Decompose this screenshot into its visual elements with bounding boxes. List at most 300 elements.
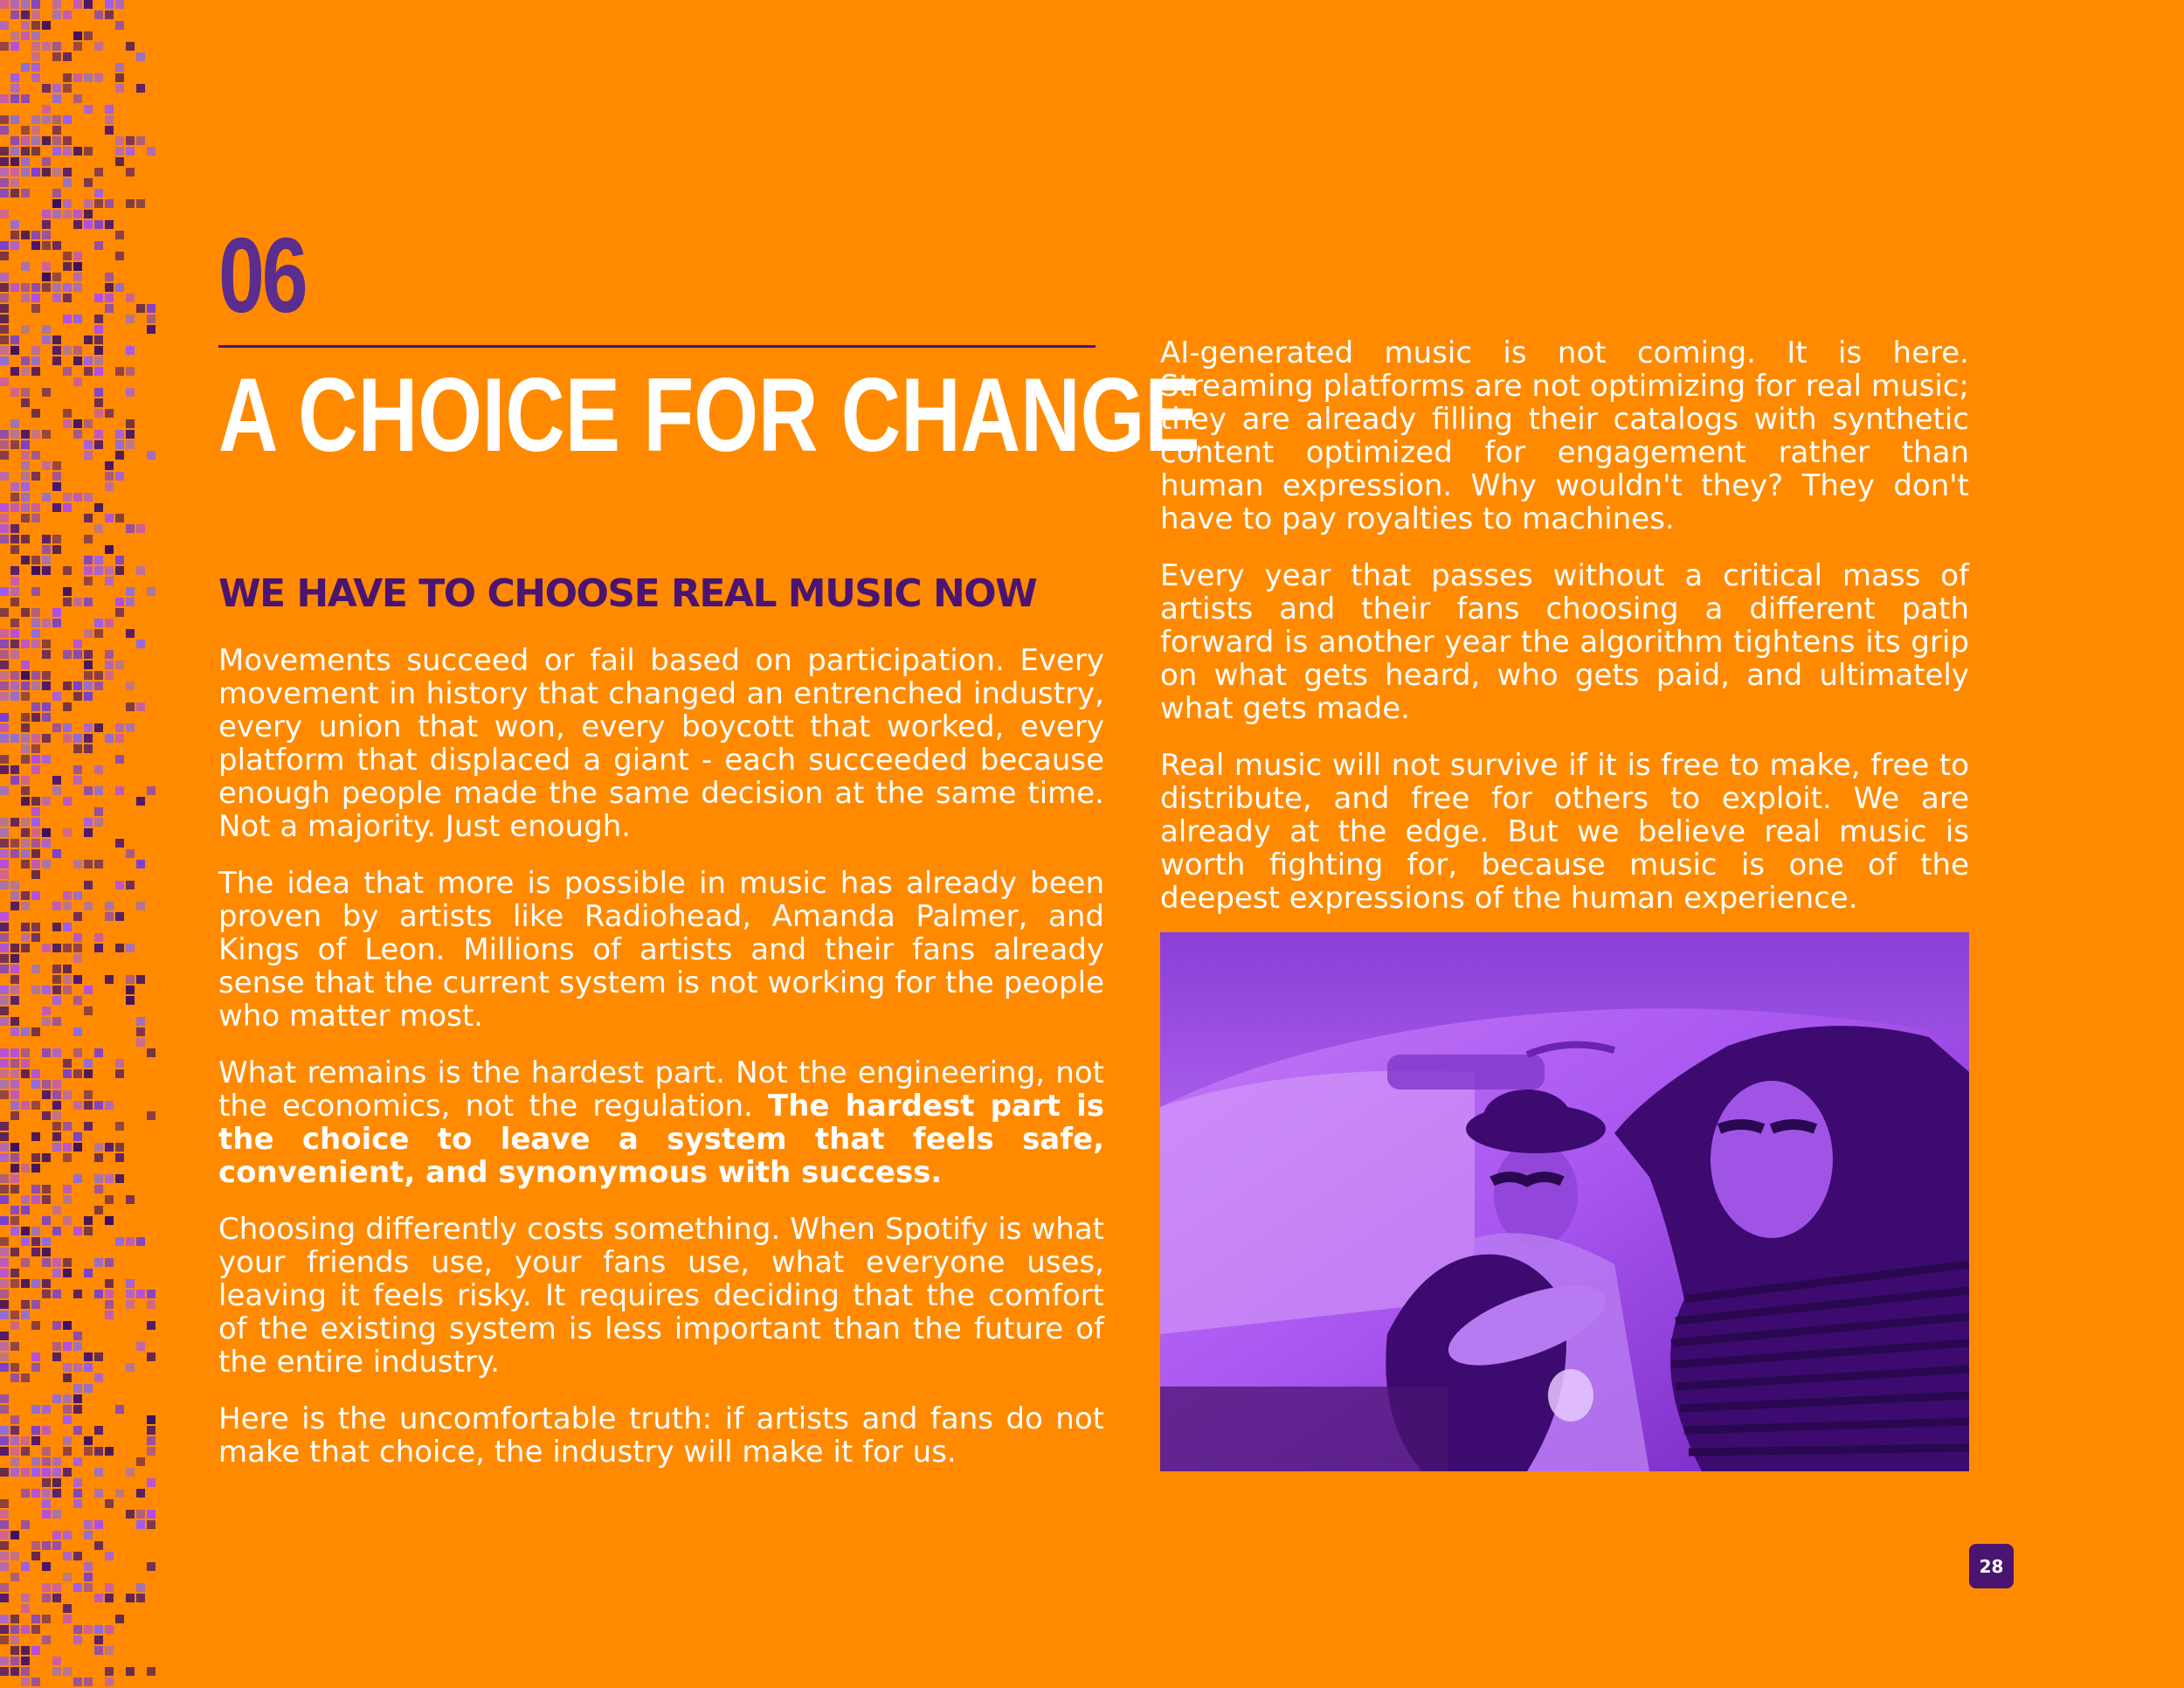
decorative-pixel (42, 21, 51, 30)
decorative-pixel (94, 1541, 103, 1550)
decorative-pixel (10, 1646, 19, 1655)
decorative-pixel (31, 923, 40, 931)
decorative-pixel (10, 1636, 19, 1644)
decorative-pixel (0, 210, 9, 218)
decorative-pixel (42, 1080, 51, 1089)
decorative-pixel (0, 996, 9, 1005)
decorative-pixel (10, 671, 19, 680)
decorative-pixel (21, 0, 30, 9)
decorative-pixel (147, 1667, 156, 1676)
decorative-pixel (42, 105, 51, 114)
decorative-pixel (136, 1489, 145, 1498)
decorative-pixel (126, 587, 135, 596)
decorative-pixel (63, 52, 72, 61)
decorative-pixel (147, 1300, 156, 1309)
decorative-pixel (31, 283, 40, 292)
decorative-pixel (42, 210, 51, 218)
decorative-pixel (73, 1027, 82, 1036)
decorative-pixel (63, 965, 72, 973)
decorative-pixel (10, 818, 19, 827)
decorative-pixel (31, 891, 40, 900)
decorative-pixel (115, 472, 124, 481)
decorative-pixel (52, 273, 61, 281)
bold-emphasis: The hardest part is the choice to leave a system that feels safe, convenient, and synonymous with success. (218, 1089, 1104, 1190)
decorative-pixel (63, 1195, 72, 1204)
decorative-pixel (73, 356, 82, 365)
decorative-pixel (21, 1258, 30, 1267)
decorative-pixel (31, 10, 40, 19)
decorative-pixel (73, 273, 82, 281)
decorative-pixel (21, 1059, 30, 1068)
decorative-pixel (42, 839, 51, 847)
decorative-pixel (105, 0, 114, 9)
decorative-pixel (31, 241, 40, 250)
decorative-pixel (94, 1426, 103, 1435)
decorative-pixel (10, 31, 19, 40)
decorative-pixel (10, 241, 19, 250)
decorative-pixel (63, 828, 72, 837)
decorative-pixel (31, 409, 40, 418)
decorative-pixel (21, 147, 30, 156)
decorative-pixel (0, 1332, 9, 1340)
decorative-pixel (94, 1185, 103, 1193)
decorative-pixel (21, 1237, 30, 1246)
decorative-pixel (10, 1552, 19, 1560)
decorative-pixel (10, 283, 19, 292)
decorative-pixel (31, 1300, 40, 1309)
decorative-pixel (115, 73, 124, 82)
decorative-pixel (126, 440, 135, 449)
decorative-pixel (63, 315, 72, 323)
decorative-pixel (52, 482, 61, 491)
decorative-pixel (115, 514, 124, 522)
decorative-pixel (31, 63, 40, 72)
decorative-pixel (105, 304, 114, 313)
decorative-pixel (10, 346, 19, 355)
decorative-pixel (52, 1206, 61, 1214)
decorative-pixel (126, 723, 135, 732)
decorative-pixel (0, 273, 9, 281)
decorative-pixel (73, 1227, 82, 1235)
decorative-pixel (21, 430, 30, 439)
decorative-pixel (136, 975, 145, 984)
decorative-pixel (126, 881, 135, 889)
decorative-pixel (31, 21, 40, 30)
decorative-pixel (31, 430, 40, 439)
decorative-pixel (42, 262, 51, 271)
decorative-pixel (52, 42, 61, 51)
decorative-pixel (52, 1321, 61, 1330)
decorative-pixel (31, 168, 40, 176)
decorative-pixel (105, 1625, 114, 1634)
decorative-pixel (31, 1153, 40, 1162)
decorative-pixel (73, 1405, 82, 1414)
decorative-pixel (115, 755, 124, 764)
decorative-pixel (21, 640, 30, 648)
decorative-pixel (0, 514, 9, 522)
decorative-pixel (63, 723, 72, 732)
decorative-pixel (115, 0, 124, 9)
decorative-pixel (0, 954, 9, 963)
decorative-pixel (0, 912, 9, 921)
decorative-pixel (0, 965, 9, 973)
decorative-pixel (21, 1311, 30, 1319)
decorative-pixel (115, 252, 124, 260)
decorative-pixel (52, 336, 61, 344)
decorative-pixel (73, 944, 82, 952)
decorative-pixel (94, 1625, 103, 1634)
decorative-pixel (94, 1594, 103, 1602)
decorative-pixel (126, 681, 135, 690)
decorative-pixel (0, 1552, 9, 1560)
decorative-pixel (73, 252, 82, 260)
decorative-pixel (52, 1352, 61, 1361)
decorative-pixel (0, 933, 9, 942)
decorative-pixel (0, 1048, 9, 1057)
decorative-pixel (94, 1143, 103, 1152)
decorative-pixel (0, 1352, 9, 1361)
decorative-pixel (0, 1174, 9, 1183)
decorative-pixel (94, 619, 103, 627)
decorative-pixel (0, 1636, 9, 1644)
decorative-pixel (31, 619, 40, 627)
decorative-pixel (84, 1069, 93, 1078)
decorative-pixel (63, 944, 72, 952)
decorative-pixel (0, 944, 9, 952)
decorative-pixel (10, 1143, 19, 1152)
decorative-pixel (105, 105, 114, 114)
decorative-pixel (84, 786, 93, 795)
decorative-pixel (0, 1363, 9, 1372)
decorative-pixel (126, 629, 135, 638)
decorative-pixel (84, 1269, 93, 1277)
decorative-pixel (63, 797, 72, 806)
decorative-pixel (126, 1237, 135, 1246)
decorative-pixel (84, 860, 93, 868)
decorative-pixel (52, 136, 61, 145)
decorative-pixel (84, 220, 93, 229)
decorative-pixel (115, 367, 124, 376)
decorative-pixel (94, 356, 103, 365)
decorative-pixel (73, 377, 82, 386)
decorative-pixel (0, 1216, 9, 1225)
decorative-pixel (115, 734, 124, 743)
section-subheading: WE HAVE TO CHOOSE REAL MUSIC NOW (218, 571, 1037, 616)
decorative-pixel (42, 1468, 51, 1477)
decorative-pixel (84, 1363, 93, 1372)
decorative-pixel (105, 577, 114, 585)
decorative-pixel (0, 923, 9, 931)
decorative-pixel (63, 923, 72, 931)
decorative-pixel (10, 1185, 19, 1193)
decorative-pixel (42, 136, 51, 145)
decorative-pixel (147, 587, 156, 596)
decorative-pixel (84, 1227, 93, 1235)
decorative-pixel (126, 315, 135, 323)
decorative-pixel (0, 1657, 9, 1665)
decorative-pixel (84, 556, 93, 564)
decorative-pixel (84, 1678, 93, 1686)
decorative-pixel (52, 1457, 61, 1466)
decorative-pixel (73, 1143, 82, 1152)
decorative-pixel (31, 1227, 40, 1235)
decorative-pixel (63, 84, 72, 93)
decorative-pixel (73, 1394, 82, 1403)
decorative-pixel (126, 1363, 135, 1372)
decorative-pixel (105, 126, 114, 135)
decorative-pixel (0, 315, 9, 323)
decorative-pixel (126, 388, 135, 397)
decorative-pixel (0, 451, 9, 460)
decorative-pixel (126, 1300, 135, 1309)
decorative-pixel (21, 1562, 30, 1571)
decorative-pixel (84, 1447, 93, 1456)
decorative-pixel (115, 566, 124, 575)
decorative-pixel (0, 671, 9, 680)
decorative-pixel (105, 1216, 114, 1225)
decorative-pixel (94, 241, 103, 250)
decorative-pixel (115, 1153, 124, 1162)
decorative-pixel (94, 1153, 103, 1162)
decorative-pixel (105, 514, 114, 522)
decorative-pixel (31, 744, 40, 753)
decorative-pixel (31, 503, 40, 512)
decorative-pixel (0, 472, 9, 481)
decorative-pixel (105, 10, 114, 19)
decorative-pixel (147, 1447, 156, 1456)
decorative-pixel (52, 199, 61, 208)
decorative-pixel (10, 598, 19, 606)
decorative-pixel (10, 1531, 19, 1539)
decorative-pixel (21, 262, 30, 271)
decorative-pixel (21, 1373, 30, 1382)
decorative-pixel (21, 189, 30, 197)
decorative-pixel (31, 1436, 40, 1445)
decorative-pixel (0, 1625, 9, 1634)
decorative-pixel (31, 1069, 40, 1078)
decorative-pixel (84, 828, 93, 837)
paragraph (218, 1056, 1104, 1189)
decorative-pixel (84, 1059, 93, 1068)
decorative-pixel (105, 294, 114, 302)
decorative-pixel (21, 1667, 30, 1676)
decorative-pixel (31, 472, 40, 481)
decorative-pixel (0, 168, 9, 176)
decorative-pixel (31, 1426, 40, 1435)
decorative-pixel (31, 849, 40, 858)
decorative-pixel (105, 671, 114, 680)
decorative-pixel (84, 1436, 93, 1445)
decorative-pixel (126, 986, 135, 994)
decorative-pixel (126, 1290, 135, 1298)
decorative-pixel (21, 1594, 30, 1602)
decorative-pixel (10, 1248, 19, 1256)
decorative-pixel (84, 73, 93, 82)
decorative-pixel (52, 1111, 61, 1120)
decorative-pixel (84, 1531, 93, 1539)
decorative-pixel (73, 493, 82, 502)
decorative-pixel (136, 640, 145, 648)
decorative-pixel (94, 1373, 103, 1382)
decorative-pixel (21, 1520, 30, 1529)
decorative-pixel (0, 1447, 9, 1456)
decorative-pixel (63, 1615, 72, 1623)
decorative-pixel (0, 1615, 9, 1623)
decorative-pixel (10, 94, 19, 103)
decorative-pixel (31, 640, 40, 648)
decorative-pixel (10, 986, 19, 994)
decorative-pixel (10, 73, 19, 82)
decorative-pixel (84, 734, 93, 743)
decorative-pixel (0, 126, 9, 135)
decorative-pixel (115, 839, 124, 847)
decorative-pixel (10, 734, 19, 743)
decorative-pixel (31, 1625, 40, 1634)
decorative-pixel (94, 723, 103, 732)
decorative-pixel (73, 1478, 82, 1487)
decorative-pixel (21, 1164, 30, 1173)
decorative-pixel (63, 147, 72, 156)
decorative-pixel (42, 1111, 51, 1120)
decorative-pixel (31, 1237, 40, 1246)
decorative-pixel (52, 94, 61, 103)
decorative-pixel (73, 1678, 82, 1686)
decorative-pixel (42, 650, 51, 659)
decorative-pixel (21, 902, 30, 910)
decorative-pixel (10, 0, 19, 9)
decorative-pixel (126, 1195, 135, 1204)
decorative-pixel (42, 273, 51, 281)
decorative-pixel (0, 524, 9, 533)
decorative-pixel (63, 1059, 72, 1068)
decorative-pixel (63, 503, 72, 512)
decorative-pixel (10, 367, 19, 376)
decorative-pixel (94, 336, 103, 344)
decorative-pixel (21, 860, 30, 868)
decorative-pixel (0, 94, 9, 103)
decorative-pixel (63, 587, 72, 596)
decorative-pixel (126, 419, 135, 428)
decorative-pixel (42, 1594, 51, 1602)
decorative-pixel (42, 1090, 51, 1099)
decorative-pixel (52, 147, 61, 156)
decorative-pixel (0, 440, 9, 449)
decorative-pixel (63, 294, 72, 302)
decorative-pixel (42, 1007, 51, 1015)
decorative-pixel (0, 430, 9, 439)
decorative-pixel (105, 1499, 114, 1508)
decorative-pixel (42, 566, 51, 575)
decorative-pixel (0, 849, 9, 858)
decorative-pixel (63, 346, 72, 355)
decorative-pixel (73, 1384, 82, 1393)
decorative-pixel (73, 1499, 82, 1508)
decorative-pixel (31, 1363, 40, 1372)
decorative-pixel (0, 1426, 9, 1435)
decorative-pixel (126, 1594, 135, 1602)
decorative-pixel (63, 1667, 72, 1676)
decorative-pixel (73, 1426, 82, 1435)
decorative-pixel (84, 0, 93, 9)
decorative-pixel (21, 31, 30, 40)
decorative-pixel (42, 556, 51, 564)
decorative-pixel (105, 566, 114, 575)
decorative-pixel (63, 210, 72, 218)
decorative-pixel (73, 776, 82, 785)
decorative-pixel (10, 1625, 19, 1634)
decorative-pixel (42, 325, 51, 334)
decorative-pixel (52, 126, 61, 135)
decorative-pixel (147, 315, 156, 323)
decorative-pixel (21, 325, 30, 334)
decorative-pixel (52, 1657, 61, 1665)
decorative-pixel (10, 1101, 19, 1110)
decorative-pixel (42, 220, 51, 229)
decorative-pixel (73, 1332, 82, 1340)
decorative-pixel (31, 608, 40, 617)
decorative-pixel (21, 94, 30, 103)
decorative-pixel (10, 1059, 19, 1068)
decorative-pixel (0, 1520, 9, 1529)
decorative-pixel (0, 1090, 9, 1099)
decorative-pixel (31, 42, 40, 51)
decorative-pixel (10, 524, 19, 533)
decorative-pixel (42, 713, 51, 722)
decorative-pixel (73, 650, 82, 659)
decorative-pixel (73, 283, 82, 292)
decorative-pixel (10, 965, 19, 973)
decorative-pixel (94, 1048, 103, 1057)
decorative-pixel (52, 1478, 61, 1487)
decorative-pixel (84, 535, 93, 543)
decorative-pixel (73, 419, 82, 428)
decorative-pixel (10, 189, 19, 197)
decorative-pixel (31, 1552, 40, 1560)
decorative-pixel (94, 325, 103, 334)
decorative-pixel (21, 1101, 30, 1110)
decorative-pixel (42, 1258, 51, 1267)
decorative-pixel (0, 1153, 9, 1162)
decorative-pixel (21, 1604, 30, 1613)
decorative-pixel (147, 786, 156, 795)
decorative-pixel (94, 671, 103, 680)
decorative-pixel (63, 419, 72, 428)
decorative-pixel (10, 419, 19, 428)
decorative-pixel (10, 1153, 19, 1162)
decorative-pixel (63, 1531, 72, 1539)
decorative-pixel (31, 73, 40, 82)
decorative-pixel (115, 63, 124, 72)
decorative-pixel (10, 839, 19, 847)
decorative-pixel (21, 356, 30, 365)
decorative-pixel (105, 115, 114, 124)
decorative-pixel (42, 1510, 51, 1519)
decorative-pixel (63, 409, 72, 418)
decorative-pixel (21, 157, 30, 166)
decorative-pixel (94, 524, 103, 533)
page-title: A CHOICE FOR CHANGE (218, 356, 1200, 474)
decorative-pixel (84, 356, 93, 365)
decorative-pixel (21, 1069, 30, 1078)
decorative-pixel (0, 325, 9, 334)
decorative-pixel (73, 640, 82, 648)
decorative-pixel (94, 944, 103, 952)
decorative-pixel (52, 283, 61, 292)
decorative-pixel (84, 671, 93, 680)
decorative-pixel (31, 828, 40, 837)
decorative-pixel (115, 944, 124, 952)
decorative-pixel (84, 1007, 93, 1015)
